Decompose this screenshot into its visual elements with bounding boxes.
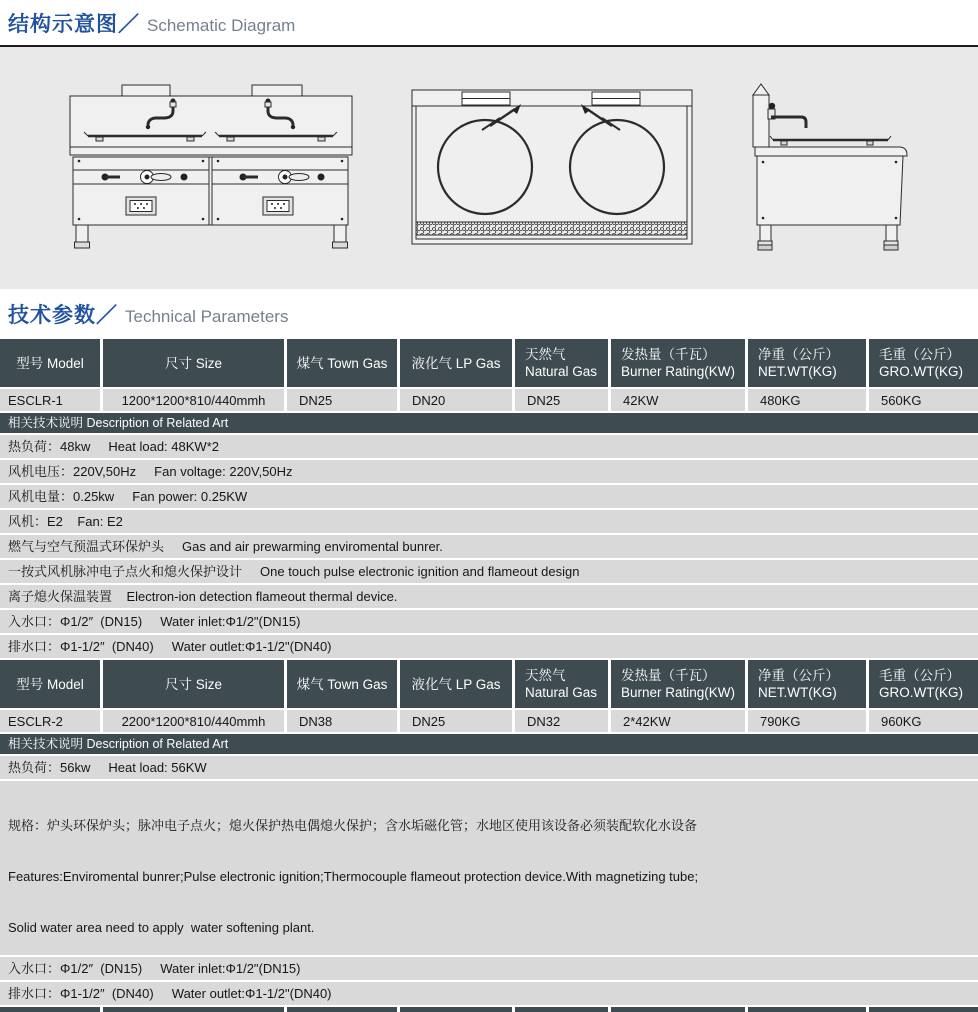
- cell-net-weight: 480KG: [748, 389, 866, 411]
- schematic-diagram-svg: [0, 47, 978, 289]
- spec-row-ion-device: 离子熄火保温装置 Electron-ion detection flameout thermal device.: [0, 585, 978, 608]
- col-gross-weight: [869, 660, 978, 708]
- spec-row-water-inlet-1: 入水口：Φ1/2″ (DN15) Water inlet:Φ1/2"(DN15): [0, 610, 978, 633]
- spec-table-2-header: [0, 660, 978, 708]
- col-lp-gas: 液化气 LP Gas: [400, 339, 512, 387]
- spec-table-3-header-cropped: [0, 1007, 978, 1012]
- cell-gross-weight: 560KG: [869, 389, 978, 411]
- col-burner-rating-en: Burner Rating(KW): [621, 685, 736, 700]
- spec-row-burner-type: 燃气与空气预温式环保炉头 Gas and air prewarming enviromental bunrer.: [0, 535, 978, 558]
- spec-row-water-outlet-1: 排水口：Φ1-1/2″ (DN40) Water outlet:Φ1-1/2"(DN40): [0, 635, 978, 658]
- spec-row-ignition: 一按式风机脉冲电子点火和熄火保护设计 One touch pulse electronic ignition and flameout design: [0, 560, 978, 583]
- spec-table-1-header: [0, 339, 978, 387]
- top-view-drawing: [412, 90, 692, 244]
- cell-burner-rating: 42KW: [611, 389, 745, 411]
- col-natural-gas: [515, 339, 608, 387]
- col-natural-gas: [515, 660, 608, 708]
- col-net-weight: [748, 339, 866, 387]
- col-net-weight-en: NET.WT(KG): [758, 364, 837, 379]
- schematic-title-zh: 结构示意图／: [8, 13, 140, 36]
- spec-row-fan: 风机：E2 Fan: E2: [0, 510, 978, 533]
- col-gross-weight-en: GRO.WT(KG): [879, 364, 963, 379]
- parameters-title-zh: 技术参数／: [8, 304, 118, 327]
- schematic-title-en: Schematic Diagram: [147, 16, 296, 35]
- col-burner-rating: [611, 339, 745, 387]
- cell-lp-gas: DN20: [400, 389, 512, 411]
- col-burner-rating-zh: 发热量（千瓦）: [621, 668, 716, 683]
- spec-row-fan-voltage: 风机电压：220V,50Hz Fan voltage: 220V,50Hz: [0, 460, 978, 483]
- front-view-drawing: [70, 85, 352, 248]
- col-gross-weight: [869, 339, 978, 387]
- cell-model: ESCLR-1: [0, 389, 100, 411]
- col-net-weight: [748, 660, 866, 708]
- spec-row-features: [0, 781, 978, 955]
- col-gross-weight-zh: 毛重（公斤）: [879, 668, 960, 683]
- col-burner-rating: [611, 660, 745, 708]
- cell-town-gas: DN38: [287, 710, 397, 732]
- side-view-drawing: [753, 84, 907, 250]
- col-town-gas: 煤气 Town Gas: [287, 660, 397, 708]
- col-natural-gas-zh: 天然气: [525, 347, 566, 362]
- features-line-en-1: Features:Enviromental bunrer;Pulse electronic ignition;Thermocouple flameout protection device.With magnetizing tube;: [8, 869, 699, 884]
- spec-row-water-inlet-2: 入水口：Φ1/2″ (DN15) Water inlet:Φ1/2"(DN15): [0, 957, 978, 980]
- spec-row-heat-load-1: 热负荷：48kw Heat load: 48KW*2: [0, 435, 978, 458]
- cell-town-gas: DN25: [287, 389, 397, 411]
- col-model: 型号 Model: [0, 339, 100, 387]
- col-net-weight-zh: 净重（公斤）: [758, 347, 839, 362]
- col-burner-rating-zh: 发热量（千瓦）: [621, 347, 716, 362]
- col-gross-weight-zh: 毛重（公斤）: [879, 347, 960, 362]
- cell-model: ESCLR-2: [0, 710, 100, 732]
- spec-table-2-row: [0, 710, 978, 732]
- spec-row-fan-power: 风机电量：0.25kw Fan power: 0.25KW: [0, 485, 978, 508]
- spec-row-water-outlet-2: 排水口：Φ1-1/2″ (DN40) Water outlet:Φ1-1/2"(DN40): [0, 982, 978, 1005]
- spec-table-1-row: [0, 389, 978, 411]
- col-net-weight-en: NET.WT(KG): [758, 685, 837, 700]
- description-band-2: 相关技术说明 Description of Related Art: [0, 734, 978, 754]
- cell-lp-gas: DN25: [400, 710, 512, 732]
- col-size: 尺寸 Size: [103, 339, 284, 387]
- features-line-zh: 规格：炉头环保炉头；脉冲电子点火；熄火保护热电偶熄火保护；含水垢磁化管；水地区使用该设备必须装配软化水设备: [8, 818, 698, 833]
- col-net-weight-zh: 净重（公斤）: [758, 668, 839, 683]
- col-burner-rating-en: Burner Rating(KW): [621, 364, 736, 379]
- parameters-section-title: [0, 289, 978, 337]
- cell-natural-gas: DN32: [515, 710, 608, 732]
- cell-net-weight: 790KG: [748, 710, 866, 732]
- parameters-title-en: Technical Parameters: [125, 307, 289, 326]
- cell-gross-weight: 960KG: [869, 710, 978, 732]
- col-model: 型号 Model: [0, 660, 100, 708]
- col-gross-weight-en: GRO.WT(KG): [879, 685, 963, 700]
- col-natural-gas-en: Natural Gas: [525, 685, 598, 700]
- description-band-1: 相关技术说明 Description of Related Art: [0, 413, 978, 433]
- cell-size: 2200*1200*810/440mmh: [103, 710, 284, 732]
- cell-burner-rating: 2*42KW: [611, 710, 745, 732]
- cell-size: 1200*1200*810/440mmh: [103, 389, 284, 411]
- col-natural-gas-zh: 天然气: [525, 668, 566, 683]
- spec-row-heat-load-2: 热负荷：56kw Heat load: 56KW: [0, 756, 978, 779]
- features-line-en-2: Solid water area need to apply water softening plant.: [8, 920, 315, 935]
- schematic-diagram-panel: [0, 47, 978, 289]
- schematic-section-title: [0, 0, 978, 45]
- col-natural-gas-en: Natural Gas: [525, 364, 598, 379]
- col-town-gas: 煤气 Town Gas: [287, 339, 397, 387]
- col-size: 尺寸 Size: [103, 660, 284, 708]
- cell-natural-gas: DN25: [515, 389, 608, 411]
- col-lp-gas: 液化气 LP Gas: [400, 660, 512, 708]
